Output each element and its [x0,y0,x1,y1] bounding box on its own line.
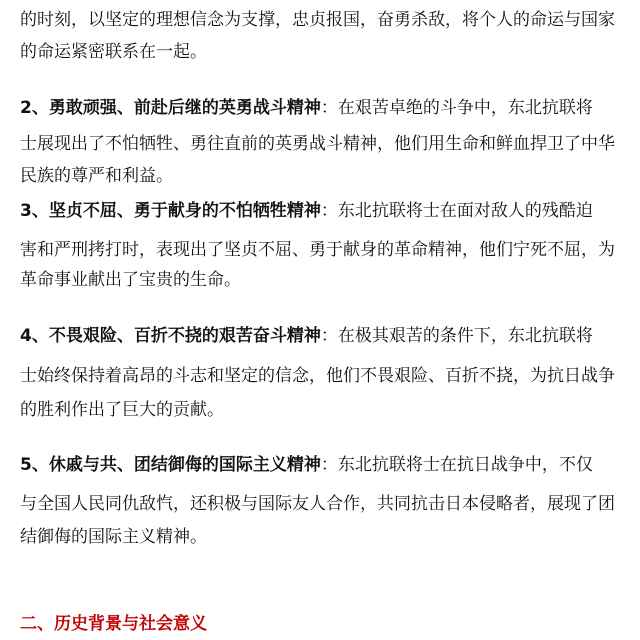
point-3-text-start: ：东北抗联将士在面对敌人的残酷迫 [320,201,593,221]
point-2-title: 2、勇敢顽强、前赴后继的英勇战斗精神 [20,98,321,118]
point-5-first-line [20,453,624,477]
point-5-line-3: 结御侮的国际主义精神。 [20,527,207,547]
point-4-title: 4、不畏艰险、百折不挠的艰苦奋斗精神 [20,326,321,346]
point-3-title: 3、坚贞不屈、勇于献身的不怕牺牲精神 [20,201,321,221]
point-4-text-start: ：在极其艰苦的条件下，东北抗联将 [320,326,593,346]
point-2-line-2: 士展现出了不怕牺牲、勇往直前的英勇战斗精神，他们用生命和鲜血捍卫了中华 [20,134,615,154]
point-4-first-line [20,324,624,348]
point-2-line-3: 民族的尊严和利益。 [20,166,173,186]
point-3-first-line [20,199,624,223]
point-2-first-line [20,96,624,120]
point-5-line-2: 与全国人民同仇敌忾，还积极与国际友人合作，共同抗击日本侵略者，展现了团 [20,494,615,514]
point-5-text-start: ：东北抗联将士在抗日战争中，不仅 [320,455,593,475]
intro-line-2: 的命运紧密联系在一起。 [20,42,207,62]
point-4-line-3: 的胜利作出了巨大的贡献。 [20,400,224,420]
point-3-line-2: 害和严刑拷打时，表现出了坚贞不屈、勇于献身的革命精神，他们宁死不屈，为 [20,240,615,260]
point-2-text-start: ：在艰苦卓绝的斗争中，东北抗联将 [320,98,593,118]
point-4-line-2: 士始终保持着高昂的斗志和坚定的信念，他们不畏艰险、百折不挠，为抗日战争 [20,366,615,386]
intro-line-1: 的时刻，以坚定的理想信念为支撑，忠贞报国，奋勇杀敌，将个人的命运与国家 [20,10,615,30]
point-5-title: 5、休戚与共、团结御侮的国际主义精神 [20,455,321,475]
section-heading: 二、历史背景与社会意义 [20,614,207,634]
point-3-line-3: 革命事业献出了宝贵的生命。 [20,270,241,290]
